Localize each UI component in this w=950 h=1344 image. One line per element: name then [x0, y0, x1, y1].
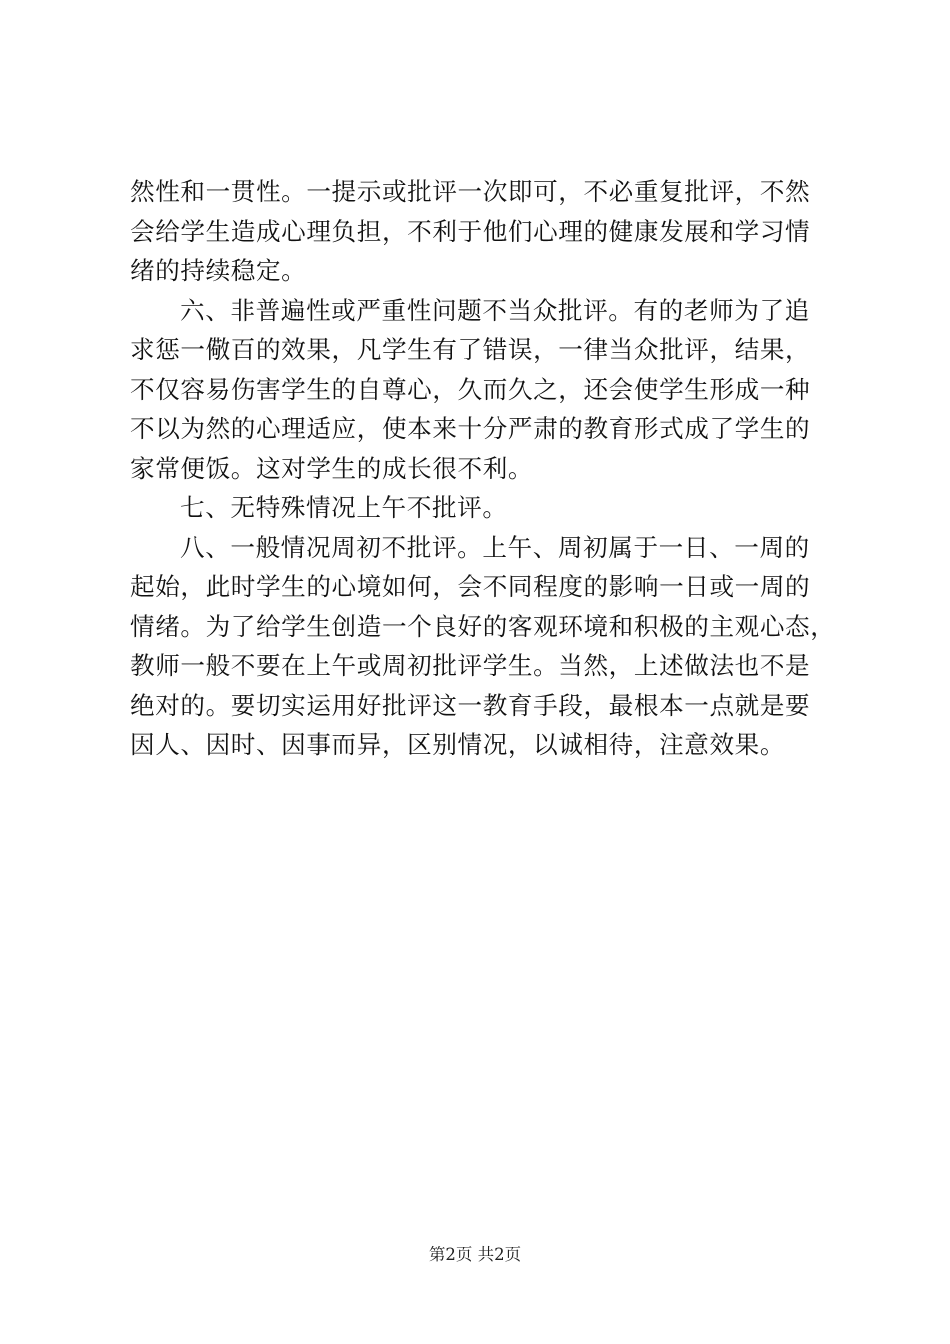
- text-line: 绝对的。要切实运用好批评这一教育手段，最根本一点就是要: [130, 690, 811, 720]
- page-number-footer: 第2页 共2页: [428, 1245, 522, 1264]
- text-line: 然性和一贯性。一提示或批评一次即可，不必重复批评，不然: [130, 177, 811, 206]
- text-line: 绪的持续稳定。: [130, 256, 307, 285]
- text-line: 教师一般不要在上午或周初批评学生。当然，上述做法也不是: [130, 651, 811, 680]
- text-line: 起始，此时学生的心境如何，会不同程度的影响一日或一周的: [130, 572, 811, 601]
- text-line: 会给学生造成心理负担，不利于他们心理的健康发展和学习情: [130, 216, 811, 246]
- text-line: 家常便饭。这对学生的成长很不利。: [130, 453, 534, 483]
- body-text: [130, 172, 836, 765]
- text-line: 不以为然的心理适应，使本来十分严肃的教育形式成了学生的: [130, 414, 811, 443]
- paragraph-six-start: 六、非普遍性或严重性问题不当众批评。有的老师为了追: [180, 295, 810, 325]
- text-line: 求惩一儆百的效果，凡学生有了错误，一律当众批评，结果，: [130, 335, 811, 364]
- text-line: 因人、因时、因事而异，区别情况，以诚相待，注意效果。: [130, 730, 786, 759]
- paragraph-eight-start: 八、一般情况周初不批评。上午、周初属于一日、一周的: [180, 532, 810, 562]
- paragraph-seven: 七、无特殊情况上午不批评。: [180, 493, 508, 522]
- text-line: 不仅容易伤害学生的自尊心，久而久之，还会使学生形成一种: [130, 374, 811, 404]
- text-line: 情绪。为了给学生创造一个良好的客观环境和积极的主观心态，: [130, 611, 836, 641]
